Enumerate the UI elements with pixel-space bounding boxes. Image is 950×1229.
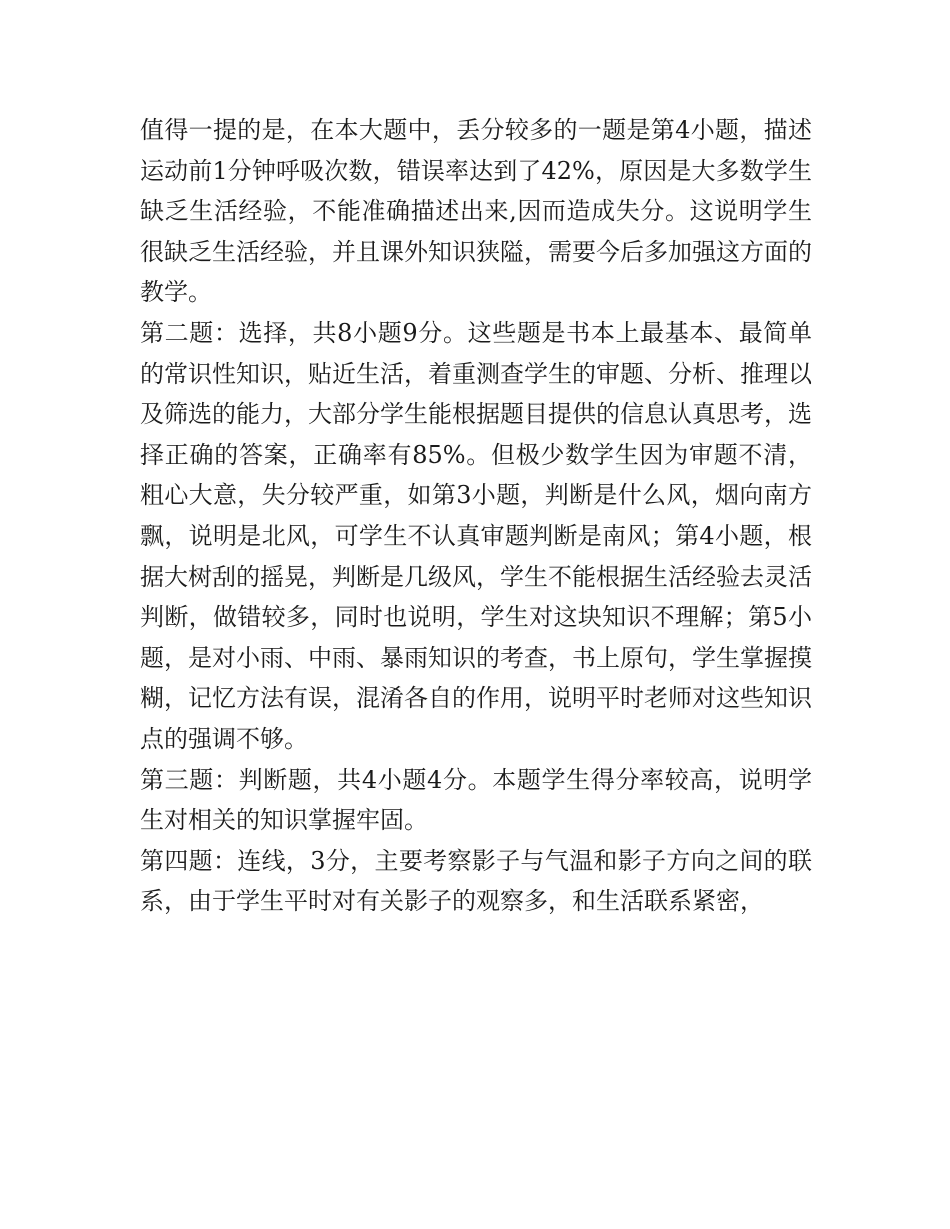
paragraph-3: 第三题：判断题，共4小题4分。本题学生得分率较高，说明学生对相关的知识掌握牢固。: [140, 765, 812, 835]
document-body: [140, 110, 812, 922]
paragraph-2: 第二题：选择，共8小题9分。这些题是书本上最基本、最简单的常识性知识，贴近生活，着重测查学生的审题、分析、推理以及筛选的能力，大部分学生能根据题目提供的信息认真思考，选择正确的答案，正确率有85%。但极少数学生因为审题不清，粗心大意，失分较严重，如第3小题，判断是什么风，烟向南方飘，说明是北风，可学生不认真审题判断是南风；第4小题，根据大树刮的摇晃，判断是几级风，学生不能根据生活经验去灵活判断，做错较多，同时也说明，学生对这块知识不理解；第5小题，是对小雨、中雨、暴雨知识的考查，书上原句，学生掌握摸糊，记忆方法有误，混淆各自的作用，说明平时老师对这些知识点的强调不够。: [140, 318, 812, 753]
paragraph-1: 值得一提的是，在本大题中，丢分较多的一题是第4小题，描述运动前1分钟呼吸次数，错误率达到了42%，原因是大多数学生缺乏生活经验，不能准确描述出来,因而造成失分。这说明学生很缺乏生活经验，并且课外知识狭隘，需要今后多加强这方面的教学。: [140, 116, 812, 307]
paragraph-4: 第四题：连线，3分，主要考察影子与气温和影子方向之间的联系，由于学生平时对有关影子的观察多，和生活联系紧密，: [140, 846, 812, 916]
